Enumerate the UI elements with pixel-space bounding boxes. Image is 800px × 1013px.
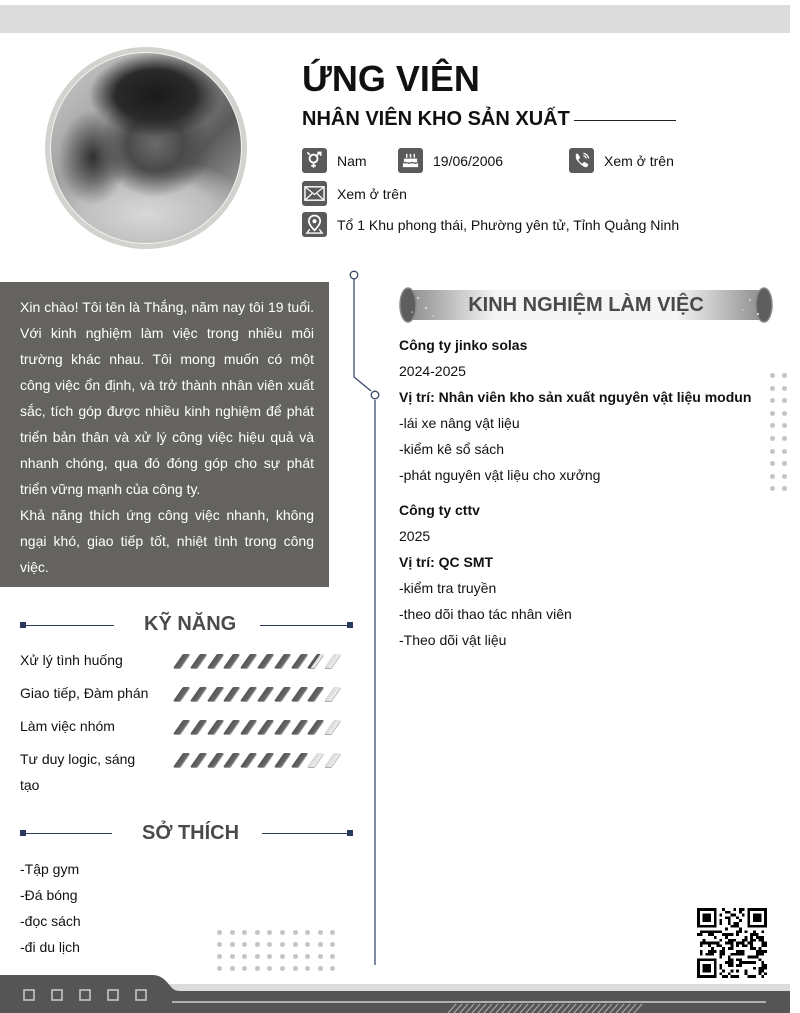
job-task: -theo dõi thao tác nhân viên [399, 606, 572, 622]
decor-dot [255, 930, 260, 935]
hobby-item: -đi du lịch [20, 939, 80, 955]
decor-dot [293, 942, 298, 947]
decor-dot [242, 930, 247, 935]
decor-dot [305, 954, 310, 959]
decor-dot [318, 942, 323, 947]
top-decor-band [0, 5, 790, 33]
decor-dot [217, 930, 222, 935]
decor-dot [305, 942, 310, 947]
job-company: Công ty jinko solas [399, 337, 528, 353]
decor-dot [267, 966, 272, 971]
skill-level-segment [174, 753, 191, 767]
decor-dot [782, 474, 787, 479]
qr-code [697, 908, 767, 978]
skill-level-segment [258, 753, 275, 767]
skill-level-segment [191, 687, 208, 701]
decor-dot [782, 486, 787, 491]
dot-grid-decor [770, 373, 787, 491]
decor-dot [782, 449, 787, 454]
decor-dot [770, 411, 775, 416]
skill-level-segment [191, 753, 208, 767]
job-period: 2024-2025 [399, 363, 466, 379]
decor-dot [217, 954, 222, 959]
skill-level-segment [308, 654, 325, 668]
decor-dot [255, 954, 260, 959]
decor-dot [330, 942, 335, 947]
skill-level-segment [241, 687, 258, 701]
skill-bar [174, 753, 342, 767]
skill-level-segment [208, 687, 225, 701]
decor-dot [255, 942, 260, 947]
skill-level-segment [275, 687, 292, 701]
email-value: Xem ở trên [337, 185, 407, 202]
decor-dot [242, 966, 247, 971]
decor-dot [280, 942, 285, 947]
job-position: Vị trí: Nhân viên kho sản xuất nguyên vật liệu modun [399, 389, 752, 405]
decor-dot [770, 423, 775, 428]
skill-level-segment [174, 687, 191, 701]
decor-dot [217, 942, 222, 947]
decor-dot [293, 954, 298, 959]
decor-dot [230, 954, 235, 959]
phone-value: Xem ở trên [604, 152, 674, 169]
skill-bar [174, 654, 342, 668]
skill-level-segment [292, 720, 309, 734]
decor-dot [255, 966, 260, 971]
about-paragraph: Xin chào! Tôi tên là Thắng, năm nay tôi 19 tuổi. Với kinh nghiệm làm việc trong nhiều môi trường khác nhau. Tôi mong muốn có một công việc ổn định, và trở thành nhân viên xuất sắc, tích góp được nhiều kinh nghiệm để phát triển bản thân và xử lý công việc hiệu quả và nhanh chóng, qua đó đóng góp cho sự phát triển vững mạnh của công ty. [20, 299, 314, 497]
decor-dot [782, 398, 787, 403]
skill-label: Tư duy logic, sáng tạo [20, 751, 136, 793]
skill-level-segment [174, 654, 191, 668]
decor-dot [770, 449, 775, 454]
decor-dot [293, 966, 298, 971]
job-task: -lái xe nâng vật liệu [399, 415, 520, 431]
timeline-line [354, 279, 371, 391]
skill-bar [174, 720, 342, 734]
skill-level-segment [208, 654, 225, 668]
location-pin-icon [302, 212, 327, 237]
decor-dot [330, 954, 335, 959]
job-task: -kiểm kê sổ sách [399, 441, 505, 457]
decor-dot [770, 398, 775, 403]
decor-dot [230, 966, 235, 971]
experience-title: KINH NGHIỆM LÀM VIỆC [468, 294, 704, 316]
decor-dot [230, 942, 235, 947]
job-task: -kiểm tra truyền [399, 580, 497, 596]
skill-level-segment [224, 753, 241, 767]
decor-dot [318, 966, 323, 971]
hobbies-title: SỞ THÍCH [142, 822, 240, 844]
contact-gender [302, 148, 367, 173]
skill-level-segment [224, 720, 241, 734]
skill-level-segment [308, 753, 325, 767]
skill-label: Xử lý tình huống [20, 652, 123, 668]
skill-level-segment [191, 720, 208, 734]
header-line [20, 625, 114, 626]
job-entry [399, 332, 751, 488]
decor-dot [782, 386, 787, 391]
skill-level-segment [308, 720, 325, 734]
about-paragraph: Khả năng thích ứng công việc nhanh, không ngại khó, giao tiếp tốt, nhiệt tình trong công việc. [20, 507, 314, 575]
decor-dot [318, 930, 323, 935]
skill-row [20, 647, 160, 673]
gender-value: Nam [337, 152, 367, 169]
header-line [20, 833, 112, 834]
about-panel [0, 282, 329, 587]
skill-row [20, 746, 150, 798]
skill-level-segment [208, 753, 225, 767]
skill-row [20, 713, 160, 739]
decor-dot [782, 423, 787, 428]
decor-dot [267, 942, 272, 947]
birthday-cake-icon [398, 148, 423, 173]
decor-dot [330, 966, 335, 971]
phone-icon [569, 148, 594, 173]
job-company: Công ty cttv [399, 502, 480, 518]
decor-dot [782, 373, 787, 378]
skill-level-segment [258, 720, 275, 734]
skill-level-segment [241, 654, 258, 668]
birthday-value: 19/06/2006 [433, 152, 504, 169]
skill-level-segment [208, 720, 225, 734]
skill-label: Giao tiếp, Đàm phán [20, 685, 149, 701]
hobby-item: -Tập gym [20, 861, 80, 877]
decor-dot [230, 930, 235, 935]
decor-dot [782, 436, 787, 441]
skill-label: Làm việc nhóm [20, 718, 115, 734]
decor-dot [280, 930, 285, 935]
skill-level-segment [292, 753, 309, 767]
job-title: NHÂN VIÊN KHO SẢN XUẤT [302, 108, 570, 130]
decor-dot [782, 411, 787, 416]
skill-level-segment [224, 687, 241, 701]
skill-bar [174, 687, 342, 701]
job-period: 2025 [399, 528, 431, 544]
decor-dot [293, 930, 298, 935]
candidate-name: ỨNG VIÊN [302, 58, 480, 99]
decor-dot [770, 373, 775, 378]
decor-dot [782, 461, 787, 466]
contact-birthday [398, 148, 503, 173]
decor-dot [770, 436, 775, 441]
decor-dot [280, 966, 285, 971]
hobby-item: -Đá bóng [20, 887, 78, 903]
contact-phone [569, 148, 674, 173]
decor-dot [318, 954, 323, 959]
skills-title: KỸ NĂNG [144, 613, 237, 635]
decor-dot [242, 942, 247, 947]
contact-email [302, 181, 407, 206]
footer-decor [0, 975, 790, 1013]
skill-level-segment [258, 687, 275, 701]
decor-dot [770, 474, 775, 479]
decor-dot [330, 930, 335, 935]
decor-dot [267, 930, 272, 935]
avatar-photo [50, 52, 242, 244]
decor-dot [305, 966, 310, 971]
skill-level-segment [292, 687, 309, 701]
hobby-item: -đọc sách [20, 913, 81, 929]
hobbies-list [20, 856, 81, 960]
header-line [262, 833, 352, 834]
skill-level-segment [275, 753, 292, 767]
job-task: -Theo dõi vật liệu [399, 632, 507, 648]
mail-icon [302, 181, 327, 206]
decor-dot [305, 930, 310, 935]
skill-level-segment [258, 654, 275, 668]
skill-level-segment [275, 654, 292, 668]
decor-dot [770, 386, 775, 391]
skill-level-segment [308, 687, 325, 701]
decor-dot [770, 486, 775, 491]
decor-dot [770, 461, 775, 466]
skill-level-segment [275, 720, 292, 734]
decor-dot [280, 954, 285, 959]
skill-level-segment [292, 654, 309, 668]
decor-dot [267, 954, 272, 959]
skill-level-segment [241, 753, 258, 767]
timeline-node [350, 271, 358, 279]
decor-dot [217, 966, 222, 971]
job-title-divider [574, 120, 676, 121]
timeline-connector [340, 265, 390, 970]
avatar [45, 47, 247, 249]
skill-level-segment [174, 720, 191, 734]
contact-address [302, 212, 679, 237]
decor-dot [242, 954, 247, 959]
skill-row [20, 680, 170, 706]
skill-level-segment [241, 720, 258, 734]
skill-level-segment [224, 654, 241, 668]
header-line [260, 625, 352, 626]
address-value: Tổ 1 Khu phong thái, Phường yên tử, Tỉnh Quảng Ninh [337, 216, 680, 233]
job-position: Vị trí: QC SMT [399, 554, 494, 570]
timeline-node [371, 391, 379, 399]
job-entry [399, 497, 572, 653]
gender-icon [302, 148, 327, 173]
skill-level-segment [191, 654, 208, 668]
dot-grid-decor [217, 930, 335, 971]
job-task: -phát nguyên vật liệu cho xưởng [399, 467, 601, 483]
